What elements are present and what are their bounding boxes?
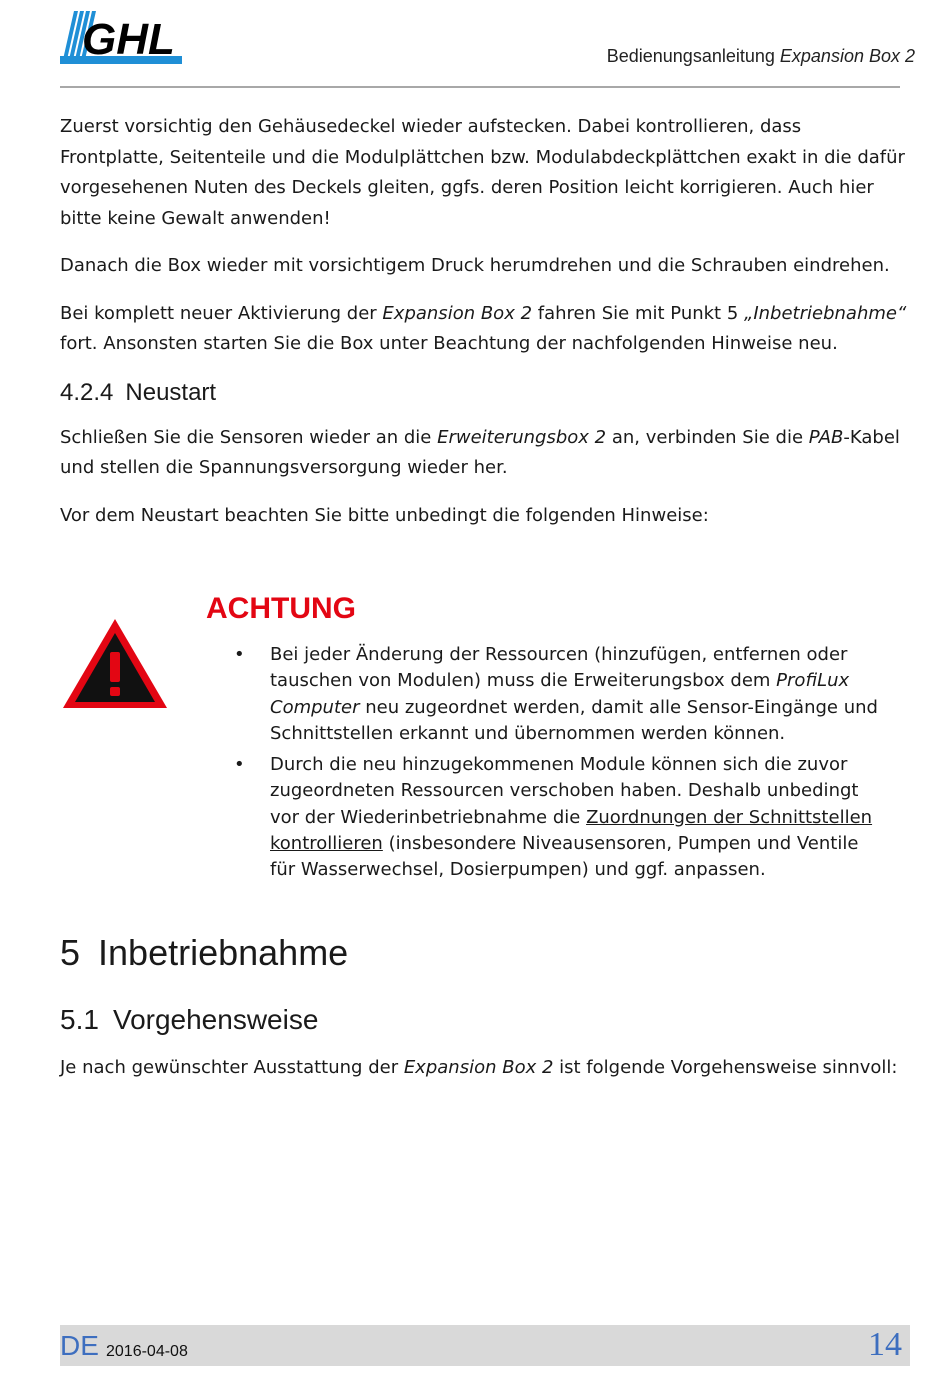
paragraph-3-text-c: fahren Sie mit Punkt 5	[532, 302, 745, 324]
paragraph-2: Danach die Box wieder mit vorsichtigem Druck herumdrehen und die Schrauben eindrehen.	[60, 255, 890, 276]
section-reference: „Inbetriebnahme“	[744, 302, 907, 324]
paragraph-4-text-e: -Kabel und stellen die Spannungsversorgung wieder her.	[60, 426, 900, 478]
product-name-de: Erweiterungsbox 2	[437, 426, 607, 448]
interface-assignment-emphasis: Zuordnungen der Schnittstellen kontrollieren	[270, 806, 873, 855]
chapter-title: Inbetriebnahme	[98, 932, 349, 973]
svg-text:GHL: GHL	[82, 15, 175, 64]
warning-block	[60, 592, 900, 892]
document-title	[607, 46, 915, 67]
section-heading	[60, 1004, 318, 1036]
warning-item-1-text-c: neu zugeordnet werden, damit alle Sensor-Eingänge und Schnittstellen erkannt und übernommen werden können.	[270, 696, 878, 744]
footer-date: 2016-04-08	[106, 1343, 188, 1360]
chapter-heading	[60, 932, 348, 974]
warning-title: ACHTUNG	[206, 592, 356, 625]
subheading-title: Neustart	[125, 378, 217, 406]
paragraph-3-text-a: Bei komplett neuer Aktivierung der	[60, 302, 383, 324]
bullet-icon: •	[234, 754, 245, 776]
document-title-prefix: Bedienungsanleitung	[606, 46, 775, 66]
warning-item	[206, 752, 886, 883]
paragraph-6-text-c: ist folgende Vorgehensweise sinnvoll:	[553, 1057, 898, 1078]
document-title-product: Expansion Box 2	[779, 46, 915, 66]
paragraph-1: Zuerst vorsichtig den Gehäusedeckel wieder aufstecken. Dabei kontrollieren, dass Frontplatte, Seitenteile und die Modulplättchen bzw. Modulabdeckplättchen exakt in die dafür vorgesehenen Nuten des Deckels gleiten, ggfs. deren Position leicht korrigieren. Auch hier bitte keine Gewalt anwenden!	[60, 116, 905, 229]
warning-item-1-text-a: Bei jeder Änderung der Ressourcen (hinzufügen, entfernen oder tauschen von Modulen) muss die Erweiterungsbox dem	[270, 644, 848, 692]
subheading-number: 4.2.4	[60, 378, 114, 406]
paragraph-4	[60, 423, 910, 484]
header-divider	[60, 86, 900, 88]
paragraph-4-text-c: an, verbinden Sie die	[606, 426, 809, 448]
page-footer	[60, 1325, 910, 1366]
section-title: Vorgehensweise	[112, 1004, 319, 1035]
paragraph-6-text-a: Je nach gewünschter Ausstattung der	[60, 1057, 404, 1078]
paragraph-3	[60, 299, 910, 360]
paragraph-3-text-e: fort. Ansonsten starten Sie die Box unter Beachtung der nachfolgenden Hinweise neu.	[60, 333, 838, 354]
paragraph-4-text-a: Schließen Sie die Sensoren wieder an die	[60, 426, 438, 448]
footer-language: DE	[60, 1330, 99, 1361]
ghl-logo	[60, 9, 182, 67]
warning-item-2-text-a: Durch die neu hinzugekommenen Module können sich die zuvor zugeordneten Ressourcen verschoben haben. Deshalb unbedingt vor der Wiederinbetriebnahme die	[270, 754, 859, 828]
section-number: 5.1	[60, 1004, 99, 1035]
profilux-computer-term: ProfiLux Computer	[270, 670, 850, 718]
paragraph-6	[60, 1053, 897, 1083]
main-content	[60, 112, 910, 548]
warning-item	[206, 642, 886, 747]
warning-item-2-text-c: (insbesondere Niveausensoren, Pumpen und Ventile für Wasserwechsel, Dosierpumpen) und ggf. anpassen.	[270, 833, 859, 881]
warning-list	[206, 642, 886, 889]
product-name: Expansion Box 2	[403, 1057, 554, 1078]
pab-term: PAB	[808, 426, 844, 448]
chapter-number: 5	[60, 932, 81, 973]
product-name: Expansion Box 2	[382, 302, 533, 324]
paragraph-5: Vor dem Neustart beachten Sie bitte unbedingt die folgenden Hinweise:	[60, 504, 709, 526]
subheading-neustart	[60, 377, 910, 409]
warning-triangle-icon	[60, 616, 170, 712]
bullet-icon: •	[234, 644, 245, 665]
page-number: 14	[868, 1326, 902, 1363]
